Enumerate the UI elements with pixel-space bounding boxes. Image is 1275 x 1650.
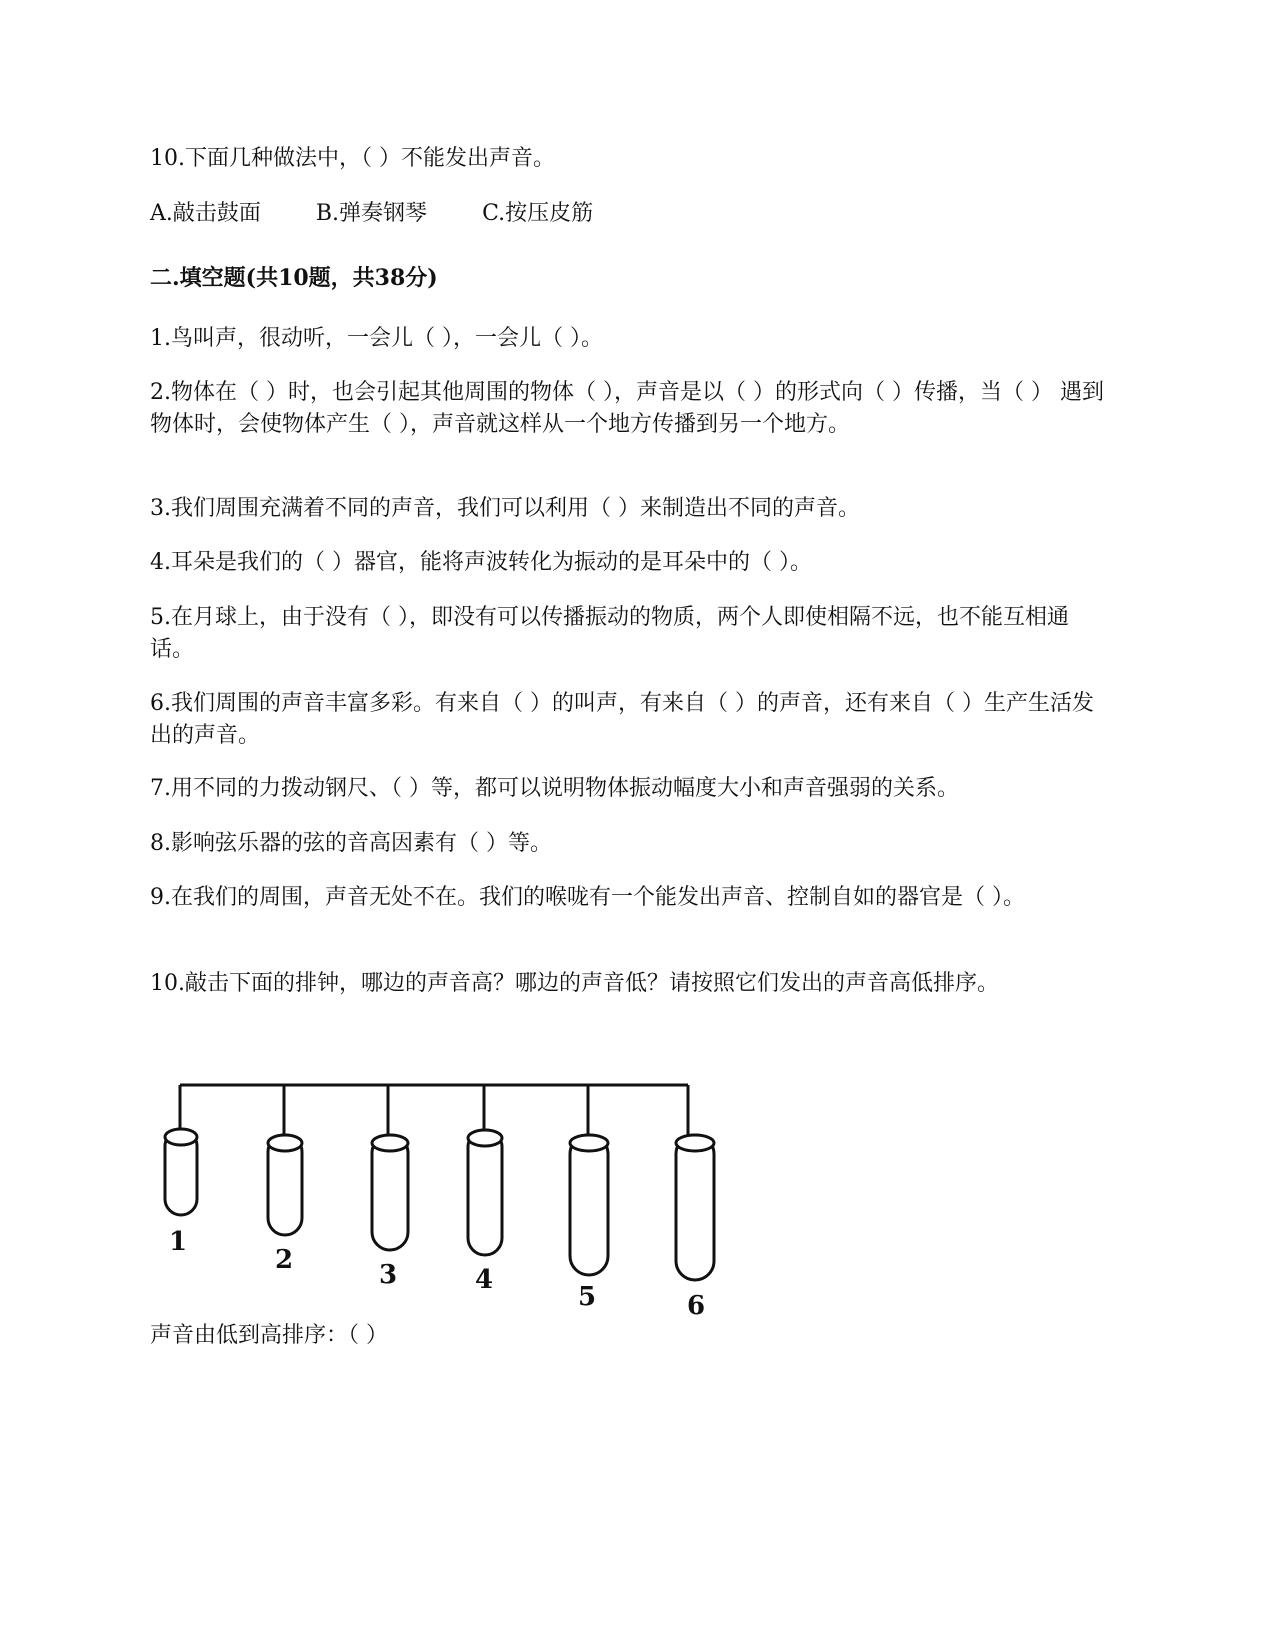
fill-question-1: 1.鸟叫声，很动听，一会儿（ ），一会儿（ ）。 bbox=[150, 326, 603, 351]
option-a: A.敲击鼓面 bbox=[150, 201, 261, 226]
fill-question-10: 10.敲击下面的排钟，哪边的声音高？哪边的声音低？请按照它们发出的声音高低排序。 bbox=[150, 971, 999, 996]
fill-question-8: 8.影响弦乐器的弦的音高因素有（ ）等。 bbox=[150, 831, 552, 856]
chime-1-top bbox=[165, 1129, 197, 1145]
chime-6-tube bbox=[676, 1135, 714, 1280]
chime-label-4: 4 bbox=[474, 1265, 494, 1295]
section-heading: 二.填空题(共10题，共38分) bbox=[150, 265, 438, 291]
chime-4-tube bbox=[468, 1130, 502, 1255]
fill-question-7: 7.用不同的力拨动钢尺、（ ）等，都可以说明物体振动幅度大小和声音强弱的关系。 bbox=[150, 776, 959, 801]
fill-question-6: 6.我们周围的声音丰富多彩。有来自（ ）的叫声，有来自（ ）的声音，还有来自（ ）生产生活发出的声音。 bbox=[150, 691, 1094, 748]
chime-label-5: 5 bbox=[577, 1282, 597, 1312]
fill-question-5: 5.在月球上，由于没有（ ），即没有可以传播振动的物质，两个人即使相隔不远，也不能互相通话。 bbox=[150, 605, 1069, 662]
option-b: B.弹奏钢琴 bbox=[315, 201, 428, 226]
chime-label-3: 3 bbox=[378, 1260, 398, 1290]
chime-4-top bbox=[468, 1130, 502, 1146]
fill-question-9: 9.在我们的周围，声音无处不在。我们的喉咙有一个能发出声音、控制自如的器官是（ ）。 bbox=[150, 885, 1025, 910]
question-10-options bbox=[150, 198, 1110, 230]
question-10-choice-stem: 10.下面几种做法中，（ ）不能发出声音。 bbox=[150, 146, 555, 171]
chime-label-6: 6 bbox=[686, 1291, 706, 1321]
chime-3-top bbox=[372, 1135, 408, 1151]
fill-question-3: 3.我们周围充满着不同的声音，我们可以利用（ ）来制造出不同的声音。 bbox=[150, 496, 860, 521]
option-c: C.按压皮筋 bbox=[482, 201, 594, 226]
chime-label-1: 1 bbox=[168, 1227, 188, 1257]
chimes-diagram bbox=[150, 1075, 760, 1350]
chime-5-top bbox=[570, 1135, 608, 1151]
fill-question-4: 4.耳朵是我们的（ ）器官，能将声波转化为振动的是耳朵中的（ ）。 bbox=[150, 550, 812, 575]
fill-question-2: 2.物体在（ ）时，也会引起其他周围的物体（ ），声音是以（ ）的形式向（ ）传播，当（ ） 遇到物体时，会使物体产生（ ），声音就这样从一个地方传播到另一个地方。 bbox=[150, 380, 1104, 437]
chime-6-top bbox=[676, 1135, 714, 1151]
chime-5-tube bbox=[570, 1135, 608, 1275]
chime-2-top bbox=[268, 1135, 302, 1151]
answer-line: 声音由低到高排序：（ ） bbox=[150, 1323, 388, 1348]
chime-label-2: 2 bbox=[274, 1245, 294, 1275]
